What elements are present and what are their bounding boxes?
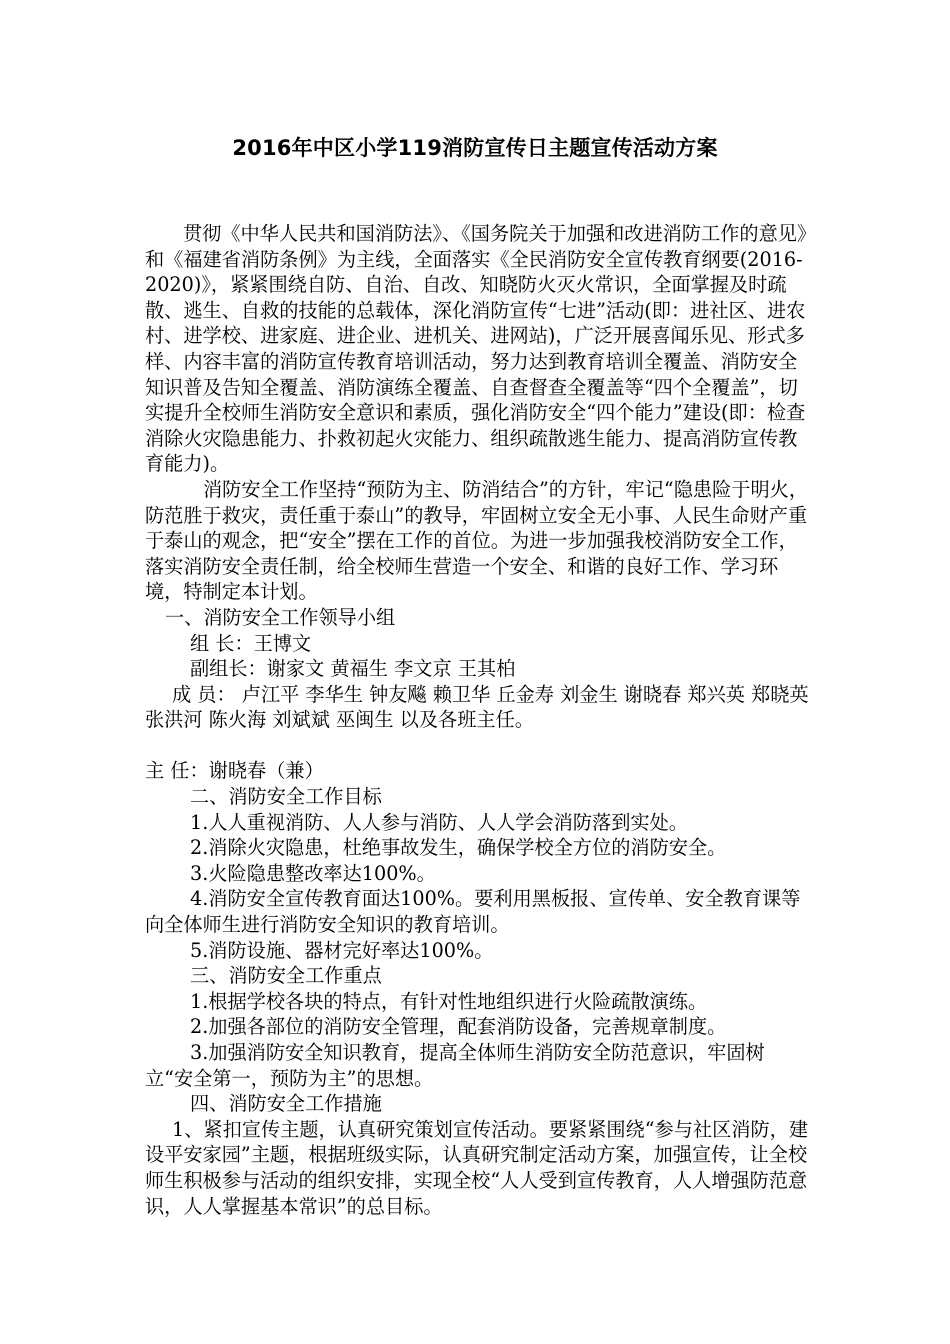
blank-line	[145, 733, 811, 759]
section-3-heading: 三、消防安全工作重点	[190, 964, 382, 988]
section-1-leader: 组 长：王博文	[190, 631, 312, 655]
section-1-director: 主 任：谢晓春（兼）	[145, 759, 324, 783]
section-2-item: 5.消防设施、器材完好率达100%。	[190, 938, 494, 962]
intro-paragraph-1: 贯彻《中华人民共和国消防法》、《国务院关于加强和改进消防工作的意见》和《福建省消防条例》为主线，全面落实《全民消防安全宣传教育纲要(2016-2020)》，紧紧围绕自防、自治、自改、知晓防火灭火常识，全面掌握及时疏散、逃生、自救的技能的总载体，深化消防宣传“七进”活动(即：进社区、进农村、进学校、进家庭、进企业、进机关、进网站)，广泛开展喜闻乐见、形式多样、内容丰富的消防宣传教育培训活动，努力达到教育培训全覆盖、消防安全知识普及告知全覆盖、消防演练全覆盖、自查督查全覆盖等“四个全覆盖”，切实提升全校师生消防安全意识和素质，强化消防安全“四个能力”建设(即：检查消除火灾隐患能力、扑救初起火灾能力、组织疏散逃生能力、提高消防宣传教育能力)。	[145, 222, 807, 476]
section-3-item: 2.加强各部位的消防安全管理，配套消防设备，完善规章制度。	[190, 1015, 727, 1039]
intro-paragraph-2: 消防安全工作坚持“预防为主、防消结合”的方针，牢记“隐患险于明火，防范胜于救灾，责任重于泰山”的教导，牢固树立安全无小事、人民生命财产重于泰山的观念，把“安全”摆在工作的首位。为进一步加强我校消防安全工作，落实消防安全责任制，给全校师生营造一个安全、和谐的良好工作、学习环境，特制定本计划。	[145, 477, 809, 604]
section-1-heading: 一、消防安全工作领导小组	[165, 605, 396, 629]
section-2-item: 2.消除火灾隐患，杜绝事故发生，确保学校全方位的消防安全。	[190, 836, 727, 860]
section-1-deputy: 副组长：谢家文 黄福生 李文京 王其柏	[190, 657, 516, 681]
document-title: 2016年中区小学119消防宣传日主题宣传活动方案	[232, 136, 718, 160]
section-1-members: 成 员： 卢江平 李华生 钟友飚 赖卫华 丘金寿 刘金生 谢晓春 郑兴英 郑晓英 张洪河 陈火海 刘斌斌 巫闽生 以及各班主任。	[145, 682, 809, 732]
section-2-item: 1.人人重视消防、人人参与消防、人人学会消防落到实处。	[190, 810, 688, 834]
section-2-item: 3.火险隐患整改率达100%。	[190, 861, 436, 885]
section-4-heading: 四、消防安全工作措施	[190, 1092, 382, 1116]
section-3-item: 1.根据学校各块的特点，有针对性地组织进行火险疏散演练。	[190, 989, 708, 1013]
section-2-item: 4.消防安全宣传教育面达100%。要利用黑板报、宣传单、安全教育课等向全体师生进行消防安全知识的教育培训。	[145, 887, 801, 937]
document-body	[145, 221, 811, 1219]
section-4-item: 1、紧扣宣传主题，认真研究策划宣传活动。要紧紧围绕“参与社区消防，建设平安家园”主题，根据班级实际，认真研究制定活动方案，加强宣传，让全校师生积极参与活动的组织安排，实现全校“人人受到宣传教育，人人增强防范意识，人人掌握基本常识”的总目标。	[145, 1117, 809, 1218]
section-2-heading: 二、消防安全工作目标	[190, 785, 382, 809]
section-3-item: 3.加强消防安全知识教育，提高全体师生消防安全防范意识，牢固树立“安全第一，预防为主”的思想。	[145, 1041, 765, 1090]
